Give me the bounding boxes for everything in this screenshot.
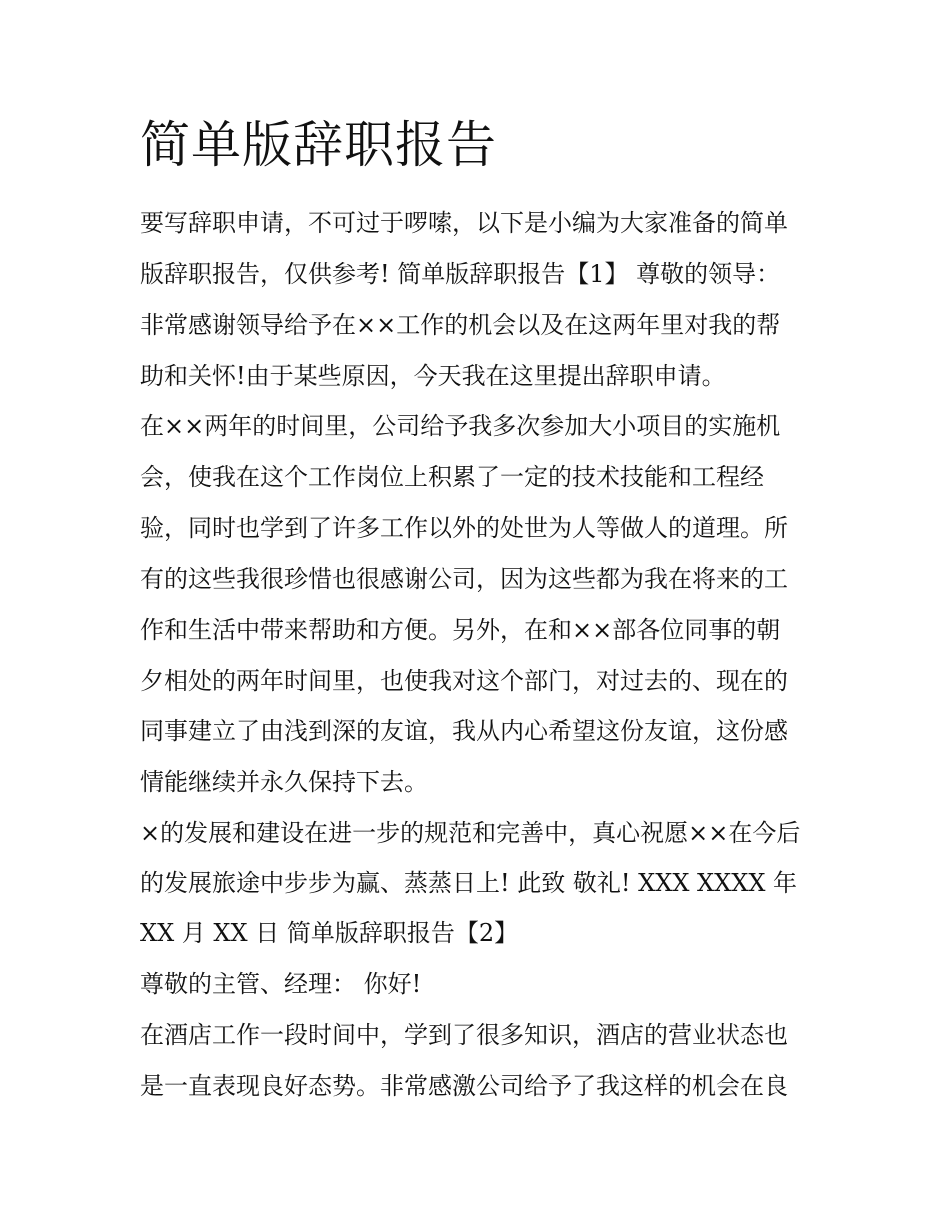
text-line: 会，使我在这个工作岗位上积累了一定的技术技能和工程经	[140, 463, 764, 491]
text-line: 非常感谢领导给予在××工作的机会以及在这两年里对我的帮	[140, 311, 781, 339]
text-line: 尊敬的主管、经理： 你好!	[140, 970, 422, 998]
text-line: ×的发展和建设在进一步的规范和完善中，真心祝愿××在今后	[140, 819, 801, 847]
text-line: 版辞职报告，仅供参考! 简单版辞职报告【1】 尊敬的领导：	[140, 260, 781, 288]
text-line: 夕相处的两年时间里，也使我对这个部门，对过去的、现在的	[140, 667, 788, 695]
text-line: 验，同时也学到了许多工作以外的处世为人等做人的道理。所	[140, 514, 788, 542]
text-line: 助和关怀!由于某些原因，今天我在这里提出辞职申请。	[140, 362, 726, 390]
text-line: 在××两年的时间里，公司给予我多次参加大小项目的实施机	[140, 412, 781, 440]
text-line: 的发展旅途中步步为赢、蒸蒸日上! 此致 敬礼! XXX XXXX 年	[140, 869, 798, 897]
text-line: 作和生活中带来帮助和方便。另外，在和××部各位同事的朝	[140, 616, 781, 644]
text-line: 同事建立了由浅到深的友谊，我从内心希望这份友谊，这份感	[140, 717, 788, 745]
text-line: 情能继续并永久保持下去。	[140, 768, 428, 796]
text-line: 在酒店工作一段时间中，学到了很多知识，酒店的营业状态也	[140, 1021, 788, 1049]
text-line: XX 月 XX 日 简单版辞职报告【2】	[140, 919, 519, 947]
text-line: 有的这些我很珍惜也很感谢公司，因为这些都为我在将来的工	[140, 565, 788, 593]
text-line: 是一直表现良好态势。非常感激公司给予了我这样的机会在良	[140, 1072, 788, 1100]
page-title: 简单版辞职报告	[140, 116, 497, 174]
text-line: 要写辞职申请，不可过于啰嗦，以下是小编为大家准备的简单	[140, 209, 788, 237]
